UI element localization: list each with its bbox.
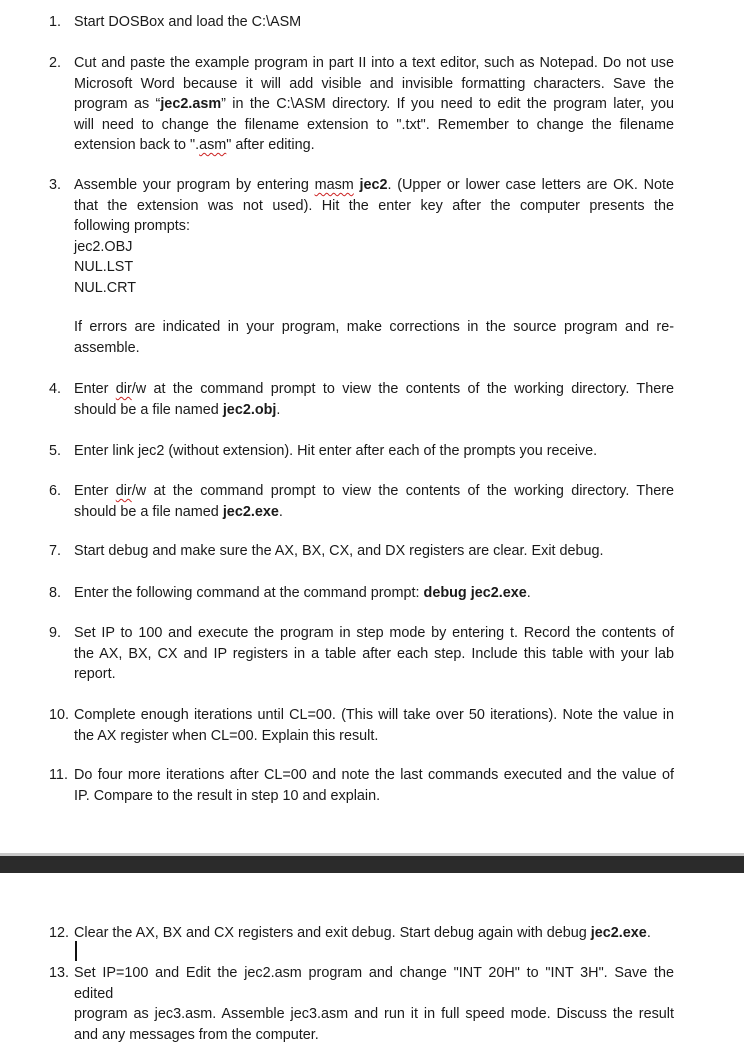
step-number: 4. (49, 381, 62, 397)
step-text: Enter link jec2 (without extension). Hit enter after each of the prompts you receive. (74, 443, 598, 459)
step-number: 10. (49, 707, 70, 723)
step-text: Enter dir/w at the command prompt to view the contents of the working directory. There should be a file named jec2.exe. (74, 483, 675, 520)
page-break-divider (0, 856, 744, 873)
step-number: 3. (49, 177, 62, 193)
prompt-line: NUL.CRT (74, 279, 137, 296)
step-text: Set IP=100 and Edit the jec2.asm program and change "INT 20H" to "INT 3H". Save the edited program as jec3.asm. Assemble jec3.asm and run it in full speed mode. Discuss the result and any messages from the computer. (74, 965, 674, 1043)
spellcheck-flag: masm (314, 177, 354, 193)
step-note: If errors are indicated in your program, make corrections in the source program and re- assemble. (74, 319, 674, 356)
spellcheck-flag: asm (199, 137, 227, 153)
step-number: 5. (49, 443, 62, 459)
step-number: 1. (49, 14, 62, 30)
step-number: 2. (49, 55, 62, 71)
text-cursor[interactable] (75, 941, 77, 961)
prompt-line: NUL.LST (74, 259, 134, 275)
step-text: Enter the following command at the command prompt: debug jec2.exe. (74, 585, 531, 601)
step-number: 9. (49, 625, 62, 641)
step-text: Set IP to 100 and execute the program in step mode by entering t. Record the contents of the AX, BX, CX and IP registers in a table after each step. Include this table with your lab report. (74, 625, 674, 682)
step-text: Clear the AX, BX and CX registers and exit debug. Start debug again with debug jec2.exe. (74, 925, 651, 941)
step-text: Start debug and make sure the AX, BX, CX, and DX registers are clear. Exit debug. (74, 543, 604, 559)
spellcheck-flag: dir (115, 381, 132, 397)
step-number: 12. (49, 925, 70, 941)
step-text: Cut and paste the example program in part II into a text editor, such as Notepad. Do not use Microsoft Word because it will add visible and invisible formatting characters. Save the program as “jec2.asm” in the C:\ASM directory. If you need to edit the program later, you will need to change the filename extension to ".txt". Remember to change the filename extension back to ".asm" after editing. (74, 55, 674, 153)
step-number: 7. (49, 543, 62, 559)
step-text: Enter dir/w at the command prompt to view the contents of the working directory. There should be a file named jec2.obj. (74, 381, 675, 418)
prompt-line: jec2.OBJ (74, 238, 133, 255)
step-number: 6. (49, 483, 62, 499)
spellcheck-flag: dir (115, 483, 132, 499)
step-number: 13. (49, 965, 70, 981)
step-text: Assemble your program by entering masm jec2. (Upper or lower case letters are OK. Note that the extension was not used). Hit the enter key after the computer presents the following prompts: jec2.OBJ NUL.LST NUL.CRT (74, 175, 674, 298)
step-text: Start DOSBox and load the C:\ASM (74, 14, 302, 30)
step-text: Do four more iterations after CL=00 and note the last commands executed and the value of IP. Compare to the result in step 10 and explain. (74, 767, 674, 804)
step-number: 11. (49, 767, 68, 783)
step-text: Complete enough iterations until CL=00. (This will take over 50 iterations). Note the value in the AX register when CL=00. Explain this result. (74, 707, 674, 744)
step-number: 8. (49, 585, 62, 601)
